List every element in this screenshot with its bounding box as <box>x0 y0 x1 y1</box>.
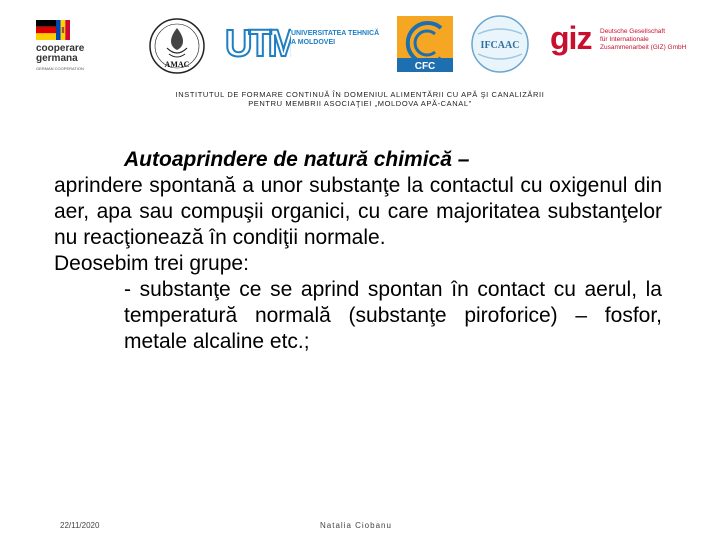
amac-text: AMAC <box>164 60 190 69</box>
utm-text: UNIVERSITATEA TEHNICĂ A MOLDOVEI <box>291 30 380 46</box>
institute-title-line-2: PENTRU MEMBRII ASOCIAŢIEI „MOLDOVA APĂ-CANAL” <box>248 99 472 108</box>
amac-logo <box>147 16 207 76</box>
cooperare-germana-logo <box>36 20 126 78</box>
coop-small-text: GERMAN COOPERATION <box>36 66 84 71</box>
coop-text: cooperare germana <box>36 43 85 64</box>
ifcaac-logo <box>470 14 530 74</box>
utm-letters: UTM <box>225 23 291 62</box>
germany-moldova-flag-icon <box>36 20 70 40</box>
institute-title-line-1: INSTITUTUL DE FORMARE CONTINUĂ ÎN DOMENIUL ALIMENTĂRII CU APĂ ŞI CANALIZĂRII <box>175 90 545 99</box>
definition-text: aprindere spontană a unor substanţe la contactul cu oxigenul din aer, apa sau compuşii organici, cu care majoritatea substanţelor nu reacţionează în condiţii normale. <box>54 174 662 249</box>
utm-logo <box>225 20 385 62</box>
giz-logo <box>550 20 720 64</box>
slide-body <box>54 147 662 355</box>
giz-word: giz <box>550 20 592 56</box>
cfc-text: CFC <box>414 61 436 72</box>
ifcaac-text: IFCAAC <box>480 40 520 51</box>
footer-date: 22/11/2020 <box>60 521 100 530</box>
group-item-1: - substanţe ce se aprind spontan în contact cu aerul, la temperatură normală (substanţe piroforice) – fosfor, metale alcaline etc.; <box>124 278 662 353</box>
definition-title <box>54 147 662 173</box>
logo-bar <box>0 0 720 88</box>
footer-author: Natalia Ciobanu <box>320 521 392 530</box>
cfc-logo <box>395 14 455 74</box>
term: Autoaprindere de natură chimică – <box>124 148 470 171</box>
groups-intro: Deosebim trei grupe: <box>54 252 249 275</box>
giz-subtitle: Deutsche Gesellschaft für Internationale Zusammenarbeit (GIZ) GmbH <box>600 28 687 51</box>
